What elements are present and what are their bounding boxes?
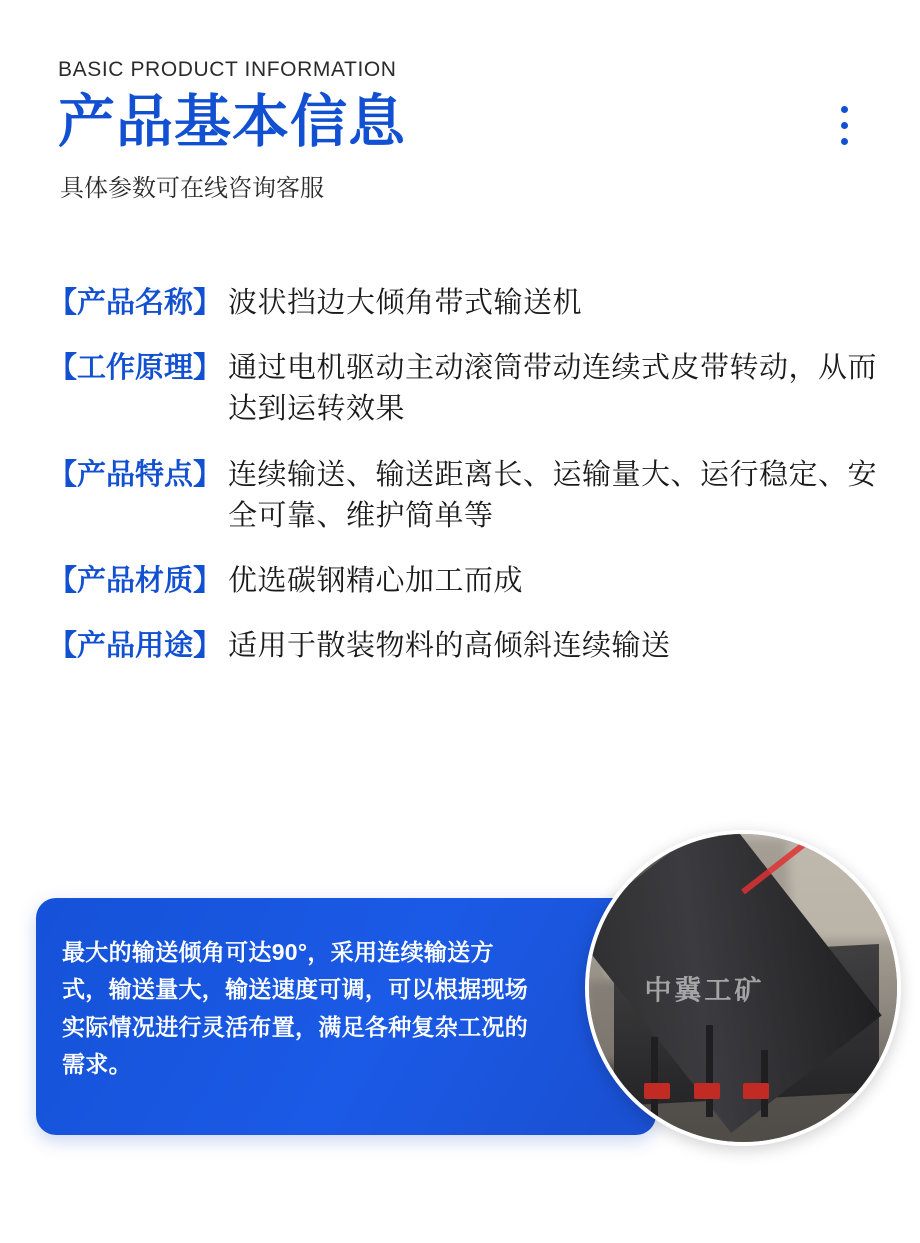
support-leg (706, 1025, 713, 1117)
vertical-dots-icon (841, 106, 848, 145)
spec-row (48, 561, 878, 602)
red-roller-bracket (743, 1083, 769, 1099)
spec-row (48, 283, 878, 324)
spec-value: 优选碳钢精心加工而成 (228, 564, 524, 597)
title-row (58, 92, 862, 154)
spec-label: 【产品名称】 (48, 287, 223, 319)
spec-value: 波状挡边大倾角带式输送机 (228, 287, 583, 319)
spec-label: 【工作原理】 (48, 352, 223, 385)
spec-row (48, 455, 878, 537)
red-roller-bracket (694, 1083, 720, 1099)
page-title: 产品基本信息 (58, 90, 406, 154)
highlight-callout (36, 898, 656, 1135)
spec-label: 【产品材质】 (48, 564, 223, 597)
support-leg (651, 1037, 658, 1117)
spec-label: 【产品特点】 (48, 458, 223, 491)
spec-list (48, 283, 878, 691)
spec-value: 连续输送、输送距离长、运输量大、运行稳定、安全可靠、维护简单等 (228, 458, 878, 532)
dot-3 (841, 138, 848, 145)
spec-row (48, 348, 878, 430)
red-roller-bracket (644, 1083, 670, 1099)
page-subtitle: 具体参数可在线咨询客服 (60, 174, 324, 202)
callout-text: 最大的输送倾角可达90°，采用连续输送方式，输送量大，输送速度可调，可以根据现场实际情况进行灵活布置，满足各种复杂工况的需求。 (62, 939, 528, 1077)
spec-value: 通过电机驱动主动滚筒带动连续式皮带转动，从而达到运转效果 (228, 352, 878, 426)
eyebrow-text: BASIC PRODUCT INFORMATION (58, 58, 397, 81)
dot-1 (841, 106, 848, 113)
spec-label: 【产品用途】 (48, 630, 223, 663)
spec-row (48, 626, 878, 667)
dot-2 (841, 122, 848, 129)
spec-value: 适用于散装物料的高倾斜连续输送 (228, 630, 671, 663)
photo-watermark: 中冀工矿 (644, 975, 765, 1006)
photo-background (589, 834, 897, 1142)
page-header (58, 58, 862, 203)
conveyor-machine-photo (585, 830, 901, 1146)
